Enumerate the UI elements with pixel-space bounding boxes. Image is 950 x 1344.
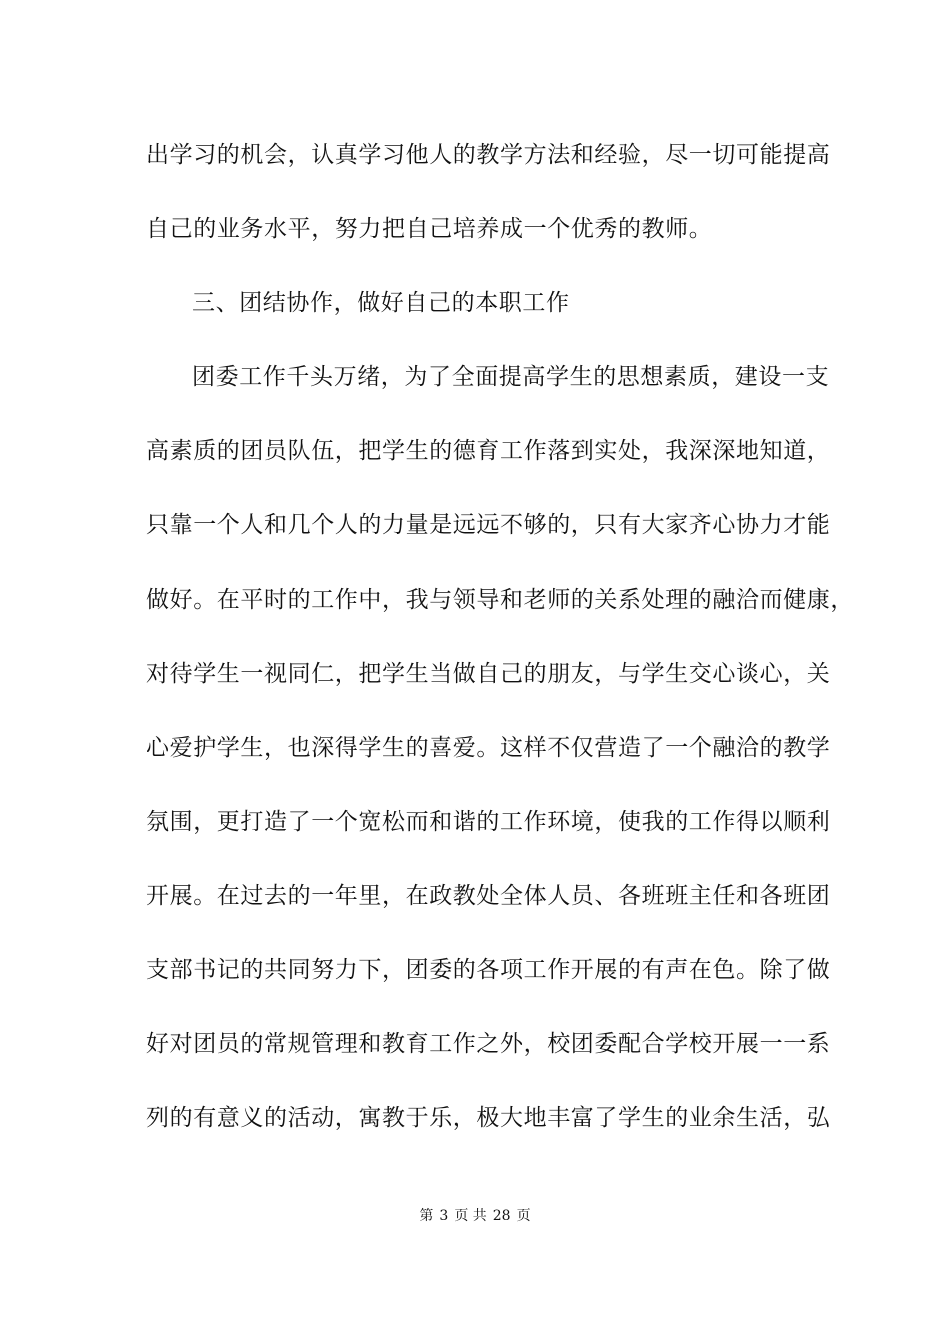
text-line: 团委工作千头万绪，为了全面提高学生的思想素质，建设一支 [192,364,830,390]
text-line: 氛围，更打造了一个宽松而和谐的工作环境，使我的工作得以顺利 [146,809,831,835]
text-line: 支部书记的共同努力下，团委的各项工作开展的有声在色。除了做 [146,957,831,983]
text-line: 好对团员的常规管理和教育工作之外，校团委配合学校开展一一系 [146,1031,831,1057]
page-footer [0,1207,950,1225]
text-line: 自己的业务水平，努力把自己培养成一个优秀的教师。 [146,216,713,242]
text-line: 出学习的机会，认真学习他人的教学方法和经验，尽一切可能提高 [146,142,831,168]
current-page-number: 3 [439,1208,449,1224]
footer-middle: 页 共 [454,1208,487,1224]
text-line: 对待学生一视同仁，把学生当做自己的朋友，与学生交心谈心，关 [146,661,831,687]
footer-suffix: 页 [516,1208,531,1224]
text-line: 只靠一个人和几个人的力量是远远不够的，只有大家齐心协力才能 [146,512,831,538]
section-heading: 三、团结协作，做好自己的本职工作 [192,290,570,316]
text-line: 心爱护学生，也深得学生的喜爱。这样不仅营造了一个融洽的教学 [146,735,831,761]
text-line: 做好。在平时的工作中，我与领导和老师的关系处理的融洽而健康， [146,587,854,613]
text-line: 列的有意义的活动，寓教于乐，极大地丰富了学生的业余生活，弘 [146,1105,831,1131]
text-line: 开展。在过去的一年里，在政教处全体人员、各班班主任和各班团 [146,883,831,909]
total-pages-number: 28 [492,1208,511,1224]
text-line: 高素质的团员队伍，把学生的德育工作落到实处，我深深地知道， [146,438,831,464]
footer-prefix: 第 [419,1208,434,1224]
